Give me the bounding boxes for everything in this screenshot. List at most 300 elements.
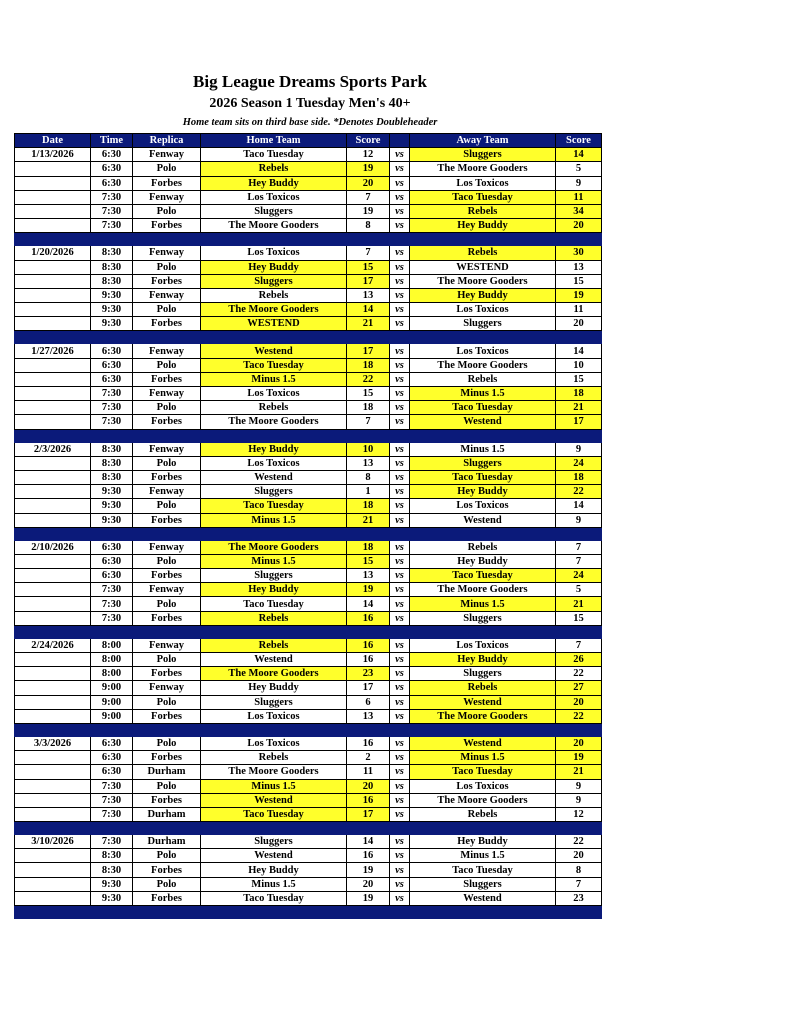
away-score: 14	[556, 148, 602, 162]
game-date: 1/27/2026	[15, 344, 91, 358]
away-score: 9	[556, 513, 602, 527]
game-field: Fenway	[133, 442, 201, 456]
game-time: 6:30	[91, 554, 133, 568]
home-team: The Moore Gooders	[201, 667, 347, 681]
away-score: 22	[556, 485, 602, 499]
vs-label: vs	[390, 148, 410, 162]
vs-label: vs	[390, 638, 410, 652]
game-date: 1/13/2026	[15, 148, 91, 162]
week-separator	[15, 723, 602, 736]
away-team: Los Toxicos	[410, 303, 556, 317]
vs-label: vs	[390, 303, 410, 317]
home-score: 16	[347, 849, 390, 863]
game-time: 6:30	[91, 358, 133, 372]
game-date	[15, 681, 91, 695]
game-date	[15, 317, 91, 331]
vs-label: vs	[390, 835, 410, 849]
away-score: 18	[556, 470, 602, 484]
home-team: WESTEND	[201, 317, 347, 331]
away-team: Westend	[410, 736, 556, 750]
game-field: Fenway	[133, 485, 201, 499]
home-score: 18	[347, 401, 390, 415]
home-score: 17	[347, 274, 390, 288]
away-score: 7	[556, 554, 602, 568]
home-team: Los Toxicos	[201, 736, 347, 750]
vs-label: vs	[390, 387, 410, 401]
home-team: Westend	[201, 653, 347, 667]
game-time: 7:30	[91, 779, 133, 793]
away-team: Rebels	[410, 372, 556, 386]
game-row	[15, 638, 602, 652]
away-team: Minus 1.5	[410, 387, 556, 401]
game-field: Polo	[133, 456, 201, 470]
game-field: Forbes	[133, 176, 201, 190]
game-field: Fenway	[133, 190, 201, 204]
away-team: Rebels	[410, 807, 556, 821]
game-date	[15, 891, 91, 905]
vs-label: vs	[390, 513, 410, 527]
game-date: 3/3/2026	[15, 736, 91, 750]
game-date	[15, 387, 91, 401]
away-score: 15	[556, 274, 602, 288]
vs-label: vs	[390, 442, 410, 456]
home-score: 16	[347, 736, 390, 750]
away-score: 9	[556, 442, 602, 456]
home-team: Rebels	[201, 611, 347, 625]
away-team: Los Toxicos	[410, 176, 556, 190]
away-team: Westend	[410, 695, 556, 709]
game-time: 9:00	[91, 709, 133, 723]
away-team: Taco Tuesday	[410, 470, 556, 484]
away-team: Taco Tuesday	[410, 765, 556, 779]
game-date	[15, 779, 91, 793]
game-date	[15, 358, 91, 372]
home-team: Westend	[201, 849, 347, 863]
game-date	[15, 415, 91, 429]
away-team: Sluggers	[410, 317, 556, 331]
away-team: Sluggers	[410, 667, 556, 681]
game-time: 7:30	[91, 415, 133, 429]
game-time: 9:30	[91, 891, 133, 905]
game-field: Polo	[133, 736, 201, 750]
game-row	[15, 653, 602, 667]
away-team: The Moore Gooders	[410, 358, 556, 372]
game-row	[15, 751, 602, 765]
vs-label: vs	[390, 470, 410, 484]
vs-label: vs	[390, 162, 410, 176]
away-team: Taco Tuesday	[410, 863, 556, 877]
game-time: 7:30	[91, 597, 133, 611]
vs-label: vs	[390, 611, 410, 625]
game-row	[15, 303, 602, 317]
home-team: Rebels	[201, 638, 347, 652]
game-field: Durham	[133, 835, 201, 849]
col-header-replica: Replica	[133, 134, 201, 148]
game-date	[15, 288, 91, 302]
game-row	[15, 793, 602, 807]
game-time: 8:00	[91, 653, 133, 667]
home-score: 18	[347, 358, 390, 372]
home-team: The Moore Gooders	[201, 415, 347, 429]
game-row	[15, 219, 602, 233]
home-score: 7	[347, 246, 390, 260]
game-row	[15, 442, 602, 456]
home-score: 11	[347, 765, 390, 779]
away-score: 20	[556, 317, 602, 331]
game-field: Polo	[133, 499, 201, 513]
away-score: 26	[556, 653, 602, 667]
away-team: Sluggers	[410, 148, 556, 162]
home-team: Minus 1.5	[201, 877, 347, 891]
away-score: 15	[556, 372, 602, 386]
vs-label: vs	[390, 344, 410, 358]
away-team: Taco Tuesday	[410, 569, 556, 583]
game-field: Forbes	[133, 317, 201, 331]
home-team: Taco Tuesday	[201, 807, 347, 821]
game-field: Polo	[133, 695, 201, 709]
away-score: 9	[556, 793, 602, 807]
away-team: The Moore Gooders	[410, 793, 556, 807]
game-field: Fenway	[133, 288, 201, 302]
home-team: The Moore Gooders	[201, 765, 347, 779]
vs-label: vs	[390, 499, 410, 513]
away-score: 7	[556, 540, 602, 554]
game-time: 6:30	[91, 344, 133, 358]
game-date	[15, 260, 91, 274]
home-score: 16	[347, 638, 390, 652]
game-field: Forbes	[133, 274, 201, 288]
home-score: 19	[347, 863, 390, 877]
game-time: 8:30	[91, 863, 133, 877]
game-date	[15, 849, 91, 863]
game-time: 7:30	[91, 204, 133, 218]
game-date	[15, 485, 91, 499]
game-date	[15, 569, 91, 583]
col-header-home-score: Score	[347, 134, 390, 148]
home-team: Los Toxicos	[201, 387, 347, 401]
home-team: Taco Tuesday	[201, 891, 347, 905]
away-team: Westend	[410, 891, 556, 905]
game-time: 8:30	[91, 246, 133, 260]
game-field: Fenway	[133, 148, 201, 162]
away-team: The Moore Gooders	[410, 162, 556, 176]
home-team: Rebels	[201, 288, 347, 302]
game-field: Fenway	[133, 638, 201, 652]
away-score: 10	[556, 358, 602, 372]
away-score: 21	[556, 401, 602, 415]
home-team: Westend	[201, 470, 347, 484]
home-team: Sluggers	[201, 569, 347, 583]
away-team: Rebels	[410, 204, 556, 218]
game-time: 7:30	[91, 611, 133, 625]
game-row	[15, 863, 602, 877]
game-date	[15, 667, 91, 681]
game-field: Forbes	[133, 513, 201, 527]
away-score: 14	[556, 344, 602, 358]
home-team: Hey Buddy	[201, 260, 347, 274]
away-team: Los Toxicos	[410, 779, 556, 793]
week-separator-bar	[15, 429, 602, 442]
game-row	[15, 540, 602, 554]
home-score: 8	[347, 470, 390, 484]
game-time: 7:30	[91, 793, 133, 807]
game-row	[15, 877, 602, 891]
game-time: 8:30	[91, 456, 133, 470]
game-date	[15, 695, 91, 709]
home-score: 13	[347, 288, 390, 302]
home-score: 15	[347, 554, 390, 568]
away-team: Hey Buddy	[410, 219, 556, 233]
home-team: Rebels	[201, 162, 347, 176]
game-row	[15, 779, 602, 793]
page-note: Home team sits on third base side. *Denotes Doubleheader	[182, 117, 438, 128]
away-score: 5	[556, 583, 602, 597]
game-field: Forbes	[133, 793, 201, 807]
game-time: 7:30	[91, 401, 133, 415]
home-score: 12	[347, 148, 390, 162]
home-team: The Moore Gooders	[201, 303, 347, 317]
game-time: 6:30	[91, 765, 133, 779]
home-score: 16	[347, 611, 390, 625]
vs-label: vs	[390, 597, 410, 611]
game-time: 8:30	[91, 260, 133, 274]
game-field: Polo	[133, 849, 201, 863]
game-row	[15, 695, 602, 709]
game-date	[15, 877, 91, 891]
game-date	[15, 303, 91, 317]
vs-label: vs	[390, 793, 410, 807]
away-team: Hey Buddy	[410, 653, 556, 667]
game-time: 8:30	[91, 849, 133, 863]
vs-label: vs	[390, 219, 410, 233]
page-title: Big League Dreams Sports Park	[193, 72, 427, 91]
game-time: 7:30	[91, 190, 133, 204]
game-date: 2/10/2026	[15, 540, 91, 554]
away-score: 30	[556, 246, 602, 260]
game-field: Fenway	[133, 246, 201, 260]
game-field: Fenway	[133, 681, 201, 695]
home-team: Taco Tuesday	[201, 499, 347, 513]
vs-label: vs	[390, 681, 410, 695]
away-team: Hey Buddy	[410, 554, 556, 568]
game-row	[15, 611, 602, 625]
header-row	[15, 134, 602, 148]
home-score: 1	[347, 485, 390, 499]
away-team: Minus 1.5	[410, 849, 556, 863]
vs-label: vs	[390, 372, 410, 386]
home-team: Hey Buddy	[201, 583, 347, 597]
vs-label: vs	[390, 653, 410, 667]
game-row	[15, 765, 602, 779]
game-date: 1/20/2026	[15, 246, 91, 260]
home-score: 13	[347, 709, 390, 723]
game-row	[15, 176, 602, 190]
home-team: Hey Buddy	[201, 863, 347, 877]
away-score: 9	[556, 779, 602, 793]
away-score: 24	[556, 569, 602, 583]
home-team: Los Toxicos	[201, 456, 347, 470]
away-score: 22	[556, 709, 602, 723]
game-time: 6:30	[91, 176, 133, 190]
home-team: Minus 1.5	[201, 779, 347, 793]
home-team: The Moore Gooders	[201, 540, 347, 554]
vs-label: vs	[390, 736, 410, 750]
home-team: Taco Tuesday	[201, 358, 347, 372]
away-score: 23	[556, 891, 602, 905]
game-date	[15, 274, 91, 288]
home-score: 7	[347, 190, 390, 204]
game-date	[15, 653, 91, 667]
away-score: 17	[556, 415, 602, 429]
away-score: 20	[556, 849, 602, 863]
home-team: Los Toxicos	[201, 246, 347, 260]
home-score: 21	[347, 317, 390, 331]
game-time: 6:30	[91, 569, 133, 583]
week-separator	[15, 429, 602, 442]
game-time: 9:30	[91, 303, 133, 317]
vs-label: vs	[390, 190, 410, 204]
col-header-away-score: Score	[556, 134, 602, 148]
game-time: 8:00	[91, 638, 133, 652]
home-team: Westend	[201, 793, 347, 807]
game-time: 7:30	[91, 219, 133, 233]
vs-label: vs	[390, 176, 410, 190]
game-date	[15, 554, 91, 568]
game-row	[15, 358, 602, 372]
away-score: 7	[556, 638, 602, 652]
away-team: Sluggers	[410, 456, 556, 470]
away-team: WESTEND	[410, 260, 556, 274]
vs-label: vs	[390, 456, 410, 470]
home-score: 19	[347, 162, 390, 176]
game-row	[15, 891, 602, 905]
game-field: Forbes	[133, 372, 201, 386]
away-team: Sluggers	[410, 611, 556, 625]
game-date	[15, 372, 91, 386]
game-time: 7:30	[91, 583, 133, 597]
game-time: 9:30	[91, 877, 133, 891]
home-score: 14	[347, 597, 390, 611]
game-field: Polo	[133, 358, 201, 372]
away-score: 9	[556, 176, 602, 190]
vs-label: vs	[390, 554, 410, 568]
game-row	[15, 260, 602, 274]
game-time: 7:30	[91, 807, 133, 821]
away-score: 18	[556, 387, 602, 401]
vs-label: vs	[390, 288, 410, 302]
home-team: Hey Buddy	[201, 681, 347, 695]
home-score: 17	[347, 807, 390, 821]
week-separator-bar	[15, 331, 602, 344]
away-score: 22	[556, 667, 602, 681]
away-team: Sluggers	[410, 877, 556, 891]
home-score: 13	[347, 456, 390, 470]
game-time: 9:30	[91, 288, 133, 302]
game-time: 8:30	[91, 442, 133, 456]
game-row	[15, 317, 602, 331]
away-score: 27	[556, 681, 602, 695]
away-team: Minus 1.5	[410, 442, 556, 456]
away-score: 21	[556, 765, 602, 779]
vs-label: vs	[390, 401, 410, 415]
home-score: 17	[347, 344, 390, 358]
game-date	[15, 793, 91, 807]
game-date	[15, 190, 91, 204]
home-score: 13	[347, 569, 390, 583]
home-score: 14	[347, 835, 390, 849]
home-score: 20	[347, 176, 390, 190]
vs-label: vs	[390, 246, 410, 260]
game-date	[15, 583, 91, 597]
game-date	[15, 219, 91, 233]
home-score: 16	[347, 653, 390, 667]
away-score: 11	[556, 190, 602, 204]
week-separator	[15, 331, 602, 344]
away-team: Hey Buddy	[410, 485, 556, 499]
col-header-away-team: Away Team	[410, 134, 556, 148]
away-team: The Moore Gooders	[410, 274, 556, 288]
week-separator-bar	[15, 625, 602, 638]
vs-label: vs	[390, 204, 410, 218]
game-field: Polo	[133, 401, 201, 415]
game-date	[15, 499, 91, 513]
game-field: Polo	[133, 779, 201, 793]
game-row	[15, 681, 602, 695]
away-score: 5	[556, 162, 602, 176]
game-row	[15, 597, 602, 611]
vs-label: vs	[390, 765, 410, 779]
week-separator	[15, 233, 602, 246]
week-separator	[15, 822, 602, 835]
away-team: Los Toxicos	[410, 499, 556, 513]
home-team: Sluggers	[201, 274, 347, 288]
game-time: 9:00	[91, 681, 133, 695]
home-score: 7	[347, 415, 390, 429]
schedule-table	[14, 133, 602, 919]
away-score: 14	[556, 499, 602, 513]
game-row	[15, 456, 602, 470]
game-date	[15, 807, 91, 821]
week-separator-bar	[15, 906, 602, 919]
week-separator	[15, 906, 602, 919]
game-time: 8:30	[91, 470, 133, 484]
home-score: 21	[347, 513, 390, 527]
game-field: Polo	[133, 162, 201, 176]
col-header-date: Date	[15, 134, 91, 148]
game-row	[15, 415, 602, 429]
game-field: Forbes	[133, 751, 201, 765]
home-score: 18	[347, 540, 390, 554]
home-score: 19	[347, 583, 390, 597]
game-row	[15, 736, 602, 750]
game-date: 2/3/2026	[15, 442, 91, 456]
away-team: Minus 1.5	[410, 597, 556, 611]
away-team: Minus 1.5	[410, 751, 556, 765]
game-row	[15, 583, 602, 597]
game-time: 9:30	[91, 485, 133, 499]
game-field: Forbes	[133, 709, 201, 723]
away-score: 19	[556, 288, 602, 302]
home-team: Minus 1.5	[201, 513, 347, 527]
vs-label: vs	[390, 779, 410, 793]
game-field: Polo	[133, 303, 201, 317]
game-field: Polo	[133, 653, 201, 667]
game-time: 9:30	[91, 513, 133, 527]
home-score: 16	[347, 793, 390, 807]
game-field: Fenway	[133, 387, 201, 401]
away-team: Westend	[410, 513, 556, 527]
vs-label: vs	[390, 274, 410, 288]
